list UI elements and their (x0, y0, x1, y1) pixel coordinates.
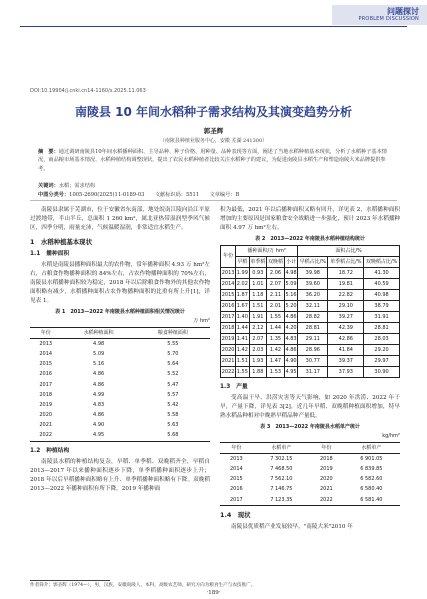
table-row (221, 279, 400, 290)
table-cell: 1.44 (267, 323, 285, 334)
table-cell: 2015 (39, 361, 53, 368)
table-row (221, 367, 400, 378)
table1-body (30, 339, 210, 442)
table-cell: 1.67 (236, 301, 249, 312)
table-cell: 2014 (39, 350, 53, 357)
table-cell: 31.17 (298, 367, 328, 378)
table-cell: 7 562.10 (270, 476, 293, 483)
author-footnote: 作者简介：郭圣辉（1974—），男，汉族，安徽南陵人，本科，高级农艺师，研究方向为粮食生产与农技推广。 (30, 583, 256, 588)
table-row (30, 380, 210, 390)
table-cell: 38.79 (364, 301, 400, 312)
table-cell: 2019 (319, 465, 333, 472)
table-cell: 2018 (319, 455, 333, 462)
table-cell: 2022 (221, 367, 236, 378)
table-cell: 7 468.50 (270, 465, 293, 472)
table-cell: 4.83 (284, 334, 297, 345)
table1-title: 表 1 2013—2022 年南陵县水稻种植面积相关情况统计 (55, 309, 185, 315)
table-row (221, 334, 400, 345)
table2-subheader: 双晚稻占比/% (364, 257, 400, 268)
table-cell: 39.37 (328, 356, 364, 367)
table-cell: 2.01 (267, 301, 285, 312)
table-cell: 2.07 (249, 334, 267, 345)
table-cell: 6 839.85 (360, 465, 383, 472)
table1-header: 年份 (40, 329, 51, 336)
table-cell: 2019 (39, 401, 53, 408)
table-row (221, 356, 400, 367)
table-cell: 28.03 (364, 334, 400, 345)
table-cell: 1.42 (236, 345, 249, 356)
table-cell: 32.11 (298, 301, 328, 312)
table-cell: 40.98 (364, 290, 400, 301)
table-cell: 29.97 (364, 356, 400, 367)
table-cell: 36.20 (298, 290, 328, 301)
table-cell: 2017 (230, 496, 243, 503)
table-cell: 4.98 (93, 340, 105, 347)
table-cell: 29.20 (364, 345, 400, 356)
table3-caption (220, 423, 400, 441)
table-cell: 1.51 (236, 356, 249, 367)
table-cell: 40.59 (364, 279, 400, 290)
table-cell: 0.93 (249, 268, 267, 279)
table-cell: 5.55 (167, 340, 179, 347)
table-cell: 2018 (221, 323, 236, 334)
table-cell: 1.51 (249, 301, 267, 312)
keywords-label: 关键词： (38, 183, 59, 189)
table-cell: 1.87 (236, 290, 249, 301)
table-cell: 2019 (221, 334, 236, 345)
table1-caption (30, 308, 210, 326)
table-cell: 39.60 (298, 279, 328, 290)
table-cell: 1.53 (267, 367, 285, 378)
table-cell: 29.11 (298, 334, 328, 345)
table1-unit: 万 hm² (193, 318, 210, 324)
table-cell: 4.98 (284, 268, 297, 279)
table-cell: 2015 (230, 476, 243, 483)
header-section-cn: 问题探讨 (387, 7, 419, 16)
table-row (221, 290, 400, 301)
table-cell: 5.09 (284, 279, 297, 290)
table2-header: 播种面积/万 hm² (236, 246, 298, 257)
table-cell: 2021 (39, 422, 53, 429)
table-cell: 2013 (221, 268, 236, 279)
table-row (221, 301, 400, 312)
table-cell: 5.42 (167, 401, 179, 408)
table-cell: 2.03 (249, 345, 267, 356)
abstract-text: 通过调研南陵县10年间水稻播种面积、主导品种、种子价格、用种量、品种表现等方面，阐述了当地水稻种植基本现状，分析了水稻种子基本情况，商品粮市场基本情况、水稻种植结构调整现状，提出了农民水稻种植者比较关注水稻种子的建议，为促进南陵县水稻生产和塑造南陵大米品牌提供参考。 (38, 149, 387, 172)
table-cell: 2017 (221, 312, 236, 323)
table-cell: 1.44 (236, 323, 249, 334)
table2-header: 面积占比/% (298, 246, 400, 257)
table-cell: 2.07 (267, 279, 285, 290)
header-rule (20, 26, 407, 27)
paragraph-1-4: 南陵县优质稻产业发展较早，"南陵大米"2010 年 (231, 524, 353, 531)
section-heading-1-2: 1.2 种植结构 (30, 448, 70, 455)
table-row (220, 485, 400, 495)
table-cell: 1.47 (267, 356, 285, 367)
table-cell: 2020 (39, 412, 53, 419)
table-cell: 5.47 (167, 381, 179, 388)
table-cell: 2022 (39, 432, 53, 439)
table-row (30, 349, 210, 359)
author: 郭圣辉 (203, 127, 224, 135)
running-header (0, 0, 427, 28)
table-cell: 1.55 (267, 312, 285, 323)
table-cell: 7 302.15 (270, 455, 293, 462)
table1-header: 水稻种植面积 (83, 329, 114, 336)
table-cell: 6 901.05 (360, 455, 383, 462)
table-row (221, 323, 400, 334)
table3-header: 水稻单产 (361, 444, 382, 451)
table-cell: 30.77 (298, 356, 328, 367)
table-cell: 4.95 (284, 367, 297, 378)
table-cell: 4.90 (93, 422, 105, 429)
table-cell: 5.20 (284, 301, 297, 312)
table2-subheader: 单季稻 (249, 257, 267, 268)
table-cell: 2.12 (249, 323, 267, 334)
table-cell: 1.35 (267, 334, 285, 345)
table-cell: 2.02 (236, 279, 249, 290)
table-row (30, 390, 210, 400)
table-cell: 22.82 (328, 290, 364, 301)
table3-header: 年份 (231, 444, 242, 451)
table-cell: 1.55 (236, 367, 249, 378)
table-cell: 39.27 (328, 312, 364, 323)
table-cell: 1.40 (236, 312, 249, 323)
table2-subheader: 早稻占比/% (298, 257, 328, 268)
table-cell: 2022 (319, 496, 333, 503)
table-cell: 2017 (39, 381, 53, 388)
table-cell: 41.30 (364, 268, 400, 279)
table-cell: 2014 (221, 279, 236, 290)
table-cell: 30.90 (364, 367, 400, 378)
article-title: 南陵县 10 年间水稻种子需求结构及其演变趋势分析 (74, 105, 353, 119)
table-cell: 4.83 (93, 401, 105, 408)
table-cell: 5.16 (284, 290, 297, 301)
table-row (30, 431, 210, 442)
paragraph-continued: 积为最低，2021 年以后播种面积又略有回升，详见表 2，水稻播种面积增加的主要原因是国家粮食安全战略进一步强化，预计 2023 年水稻播种面积 4.97 万 hm²左右。 (220, 207, 401, 231)
table-row (30, 360, 210, 370)
table-cell: 28.82 (298, 312, 328, 323)
table-cell: 2015 (221, 290, 236, 301)
table-cell: 2016 (39, 371, 53, 378)
classification-label: 中图分类号： (38, 192, 70, 198)
page-number: ·189· (206, 590, 221, 596)
header-separator (30, 200, 397, 201)
table-cell: 2020 (319, 476, 333, 483)
table-row (221, 345, 400, 356)
abstract-label: 摘 要： (38, 149, 59, 155)
table-row (30, 370, 210, 380)
table3-body (220, 454, 400, 506)
table-row (30, 400, 210, 410)
table-cell: 2021 (221, 356, 236, 367)
table-cell: 41.84 (328, 345, 364, 356)
table2-subheader: 小计 (284, 257, 297, 268)
table2-caption: 表 2 2013—2022 年南陵县水稻种植结构统计 (255, 236, 365, 242)
table-cell: 7 123.35 (270, 496, 293, 503)
table-cell: 6 580.40 (360, 486, 383, 493)
table-cell: 1.88 (249, 367, 267, 378)
table-cell: 6 582.60 (360, 476, 383, 483)
table-cell: 5.70 (167, 350, 179, 357)
table-row (221, 268, 400, 279)
table2-subheader: 双晚稻 (267, 257, 285, 268)
table-cell: 4.86 (284, 345, 297, 356)
table-cell: 28.81 (298, 323, 328, 334)
table-cell: 42.86 (328, 334, 364, 345)
table-row (30, 411, 210, 421)
table2-body (221, 268, 400, 378)
table-cell: 2021 (319, 486, 333, 493)
table-cell: 4.86 (93, 371, 105, 378)
table-cell: 2013 (39, 340, 53, 347)
table-cell: 2.06 (267, 268, 285, 279)
table-cell: 29.10 (328, 301, 364, 312)
paragraph-1-2: 南陵县水稻的种植结构复杂，早稻、单季稻、双晚稻齐全，早稻自 2013—2017 年以来播种面积逐步下降，单季稻播种面积逐步上升；2018 年以后早稻播种面积略有上升、单季稻播种面积略有下降。双晚稻 2013—2022 年播种面积有所下降，2019 年播种面 (30, 459, 210, 493)
section-heading-1-4: 1.4 现状 (220, 511, 251, 520)
table2-subheader: 单季稻占比/% (328, 257, 364, 268)
table-cell: 5.09 (93, 350, 105, 357)
table-cell: 1.18 (249, 290, 267, 301)
table3-header: 年份 (321, 444, 332, 451)
table-row (220, 475, 400, 485)
section-heading-1-3: 1.3 产量 (220, 384, 248, 390)
table-cell: 2018 (39, 391, 53, 398)
table-cell: 4.86 (93, 412, 105, 419)
table-cell: 42.39 (328, 323, 364, 334)
paragraph-1-1: 水稻是南陵县播种面积最大的农作物，常年播种面积 4.93 万 hm²左右，占粮食作物播种面积的 84%左右，占农作物播种面积的 70%左右，南陵县水稻播种面积较为稳定，2018 年以后除粮食作物外的其他农作物面积略有减少，水稻播种面积占农作物播种面积的比重有所上升[1]，详见表 1。 (30, 262, 210, 304)
right-column (220, 206, 400, 532)
section-heading-1: 1 水稻种植基本现状 (30, 238, 92, 246)
table3-unit: kg/hm² (382, 433, 400, 439)
table2-subheader: 早稻 (236, 257, 249, 268)
table-cell: 18.72 (328, 268, 364, 279)
keywords-text: 水稻；需求结构 (58, 183, 96, 189)
table-cell: 4.95 (93, 432, 105, 439)
classification-text: 1005-2690(2025)11-0189-03 文献标识码：5511 文章编号：B (69, 192, 240, 198)
table-row (220, 464, 400, 474)
section-heading-1-1: 1.1 播种面积 (30, 251, 70, 257)
table-cell: 2013 (230, 455, 243, 462)
table-cell: 1.91 (249, 312, 267, 323)
table-cell: 1.93 (249, 356, 267, 367)
table-cell: 28.96 (298, 345, 328, 356)
keywords (38, 182, 390, 189)
table1 (30, 327, 210, 442)
classification (38, 191, 390, 198)
table-row (30, 421, 210, 431)
table-cell: 2.11 (267, 290, 285, 301)
table-cell: 2014 (230, 465, 243, 472)
table-cell: 37.93 (328, 367, 364, 378)
table-cell: 7 146.75 (270, 486, 293, 493)
abstract (38, 148, 390, 173)
table-cell: 1.42 (267, 345, 285, 356)
table-cell: 5.58 (167, 412, 179, 419)
table-cell: 4.86 (93, 381, 105, 388)
table-row (220, 454, 400, 465)
table-cell: 4.20 (284, 323, 297, 334)
table3 (220, 442, 400, 506)
table-cell: 5.16 (93, 361, 105, 368)
table-row (221, 312, 400, 323)
table-cell: 4.90 (284, 356, 297, 367)
table-cell: 39.98 (298, 268, 328, 279)
table1-header: 粮食种植面积 (157, 329, 188, 336)
table-cell: 5.68 (167, 432, 179, 439)
table-cell: 2016 (230, 486, 243, 493)
table-cell: 4.99 (93, 391, 105, 398)
table-row (220, 495, 400, 506)
table-cell: 28.81 (364, 323, 400, 334)
table-cell: 31.91 (364, 312, 400, 323)
table-cell: 2016 (221, 301, 236, 312)
left-column (30, 206, 210, 494)
paragraph-1-3: 受高温干旱、洪涝灾害等天气影响，如 2020 年洪涝、2022 年干旱，产量下降，详见表 3[2]。近几年早稻、双晚稻种植面积增加，特早熟水稻品种相对中晚熟早稻品种产量低。 (220, 395, 400, 419)
table-cell: 5.57 (167, 391, 179, 398)
table2 (220, 245, 400, 378)
table-cell: 1.41 (236, 334, 249, 345)
table-cell: 5.52 (167, 371, 179, 378)
table2-header: 年份 (221, 246, 236, 268)
table3-title: 表 3 2013—2022 年南陵县水稻单产统计 (260, 424, 360, 430)
table-cell: 5.63 (167, 422, 179, 429)
intro-paragraph: 南陵县隶属于芜湖市，位于安徽省东南部，地处皖南江陵向沿江平原过渡地带，半山半丘，总面积 1 260 km²，属北亚热带湿润型季风气候区，四季分明，雨量充沛，气候温暖湿润，非常适宜水稻生产。 (30, 207, 210, 231)
table-cell: 1.99 (236, 268, 249, 279)
affiliation: （南陵县种植业服务中心，安徽 芜湖 241300） (159, 138, 268, 144)
table-row (30, 339, 210, 350)
table-cell: 5.64 (167, 361, 179, 368)
table-cell: 1.01 (249, 279, 267, 290)
doi: DOI:10.19904/j.cnki.cn14-1160/s.2025.11.063 (30, 88, 146, 94)
table-cell: 2020 (221, 345, 236, 356)
header-section-en: PROBLEM DISCUSSION (358, 16, 419, 22)
table-cell: 6 581.40 (360, 496, 383, 503)
table3-header: 水稻单产 (271, 444, 292, 451)
footnote-rule (30, 580, 110, 581)
table-cell: 4.86 (284, 312, 297, 323)
table-cell: 19.81 (328, 279, 364, 290)
